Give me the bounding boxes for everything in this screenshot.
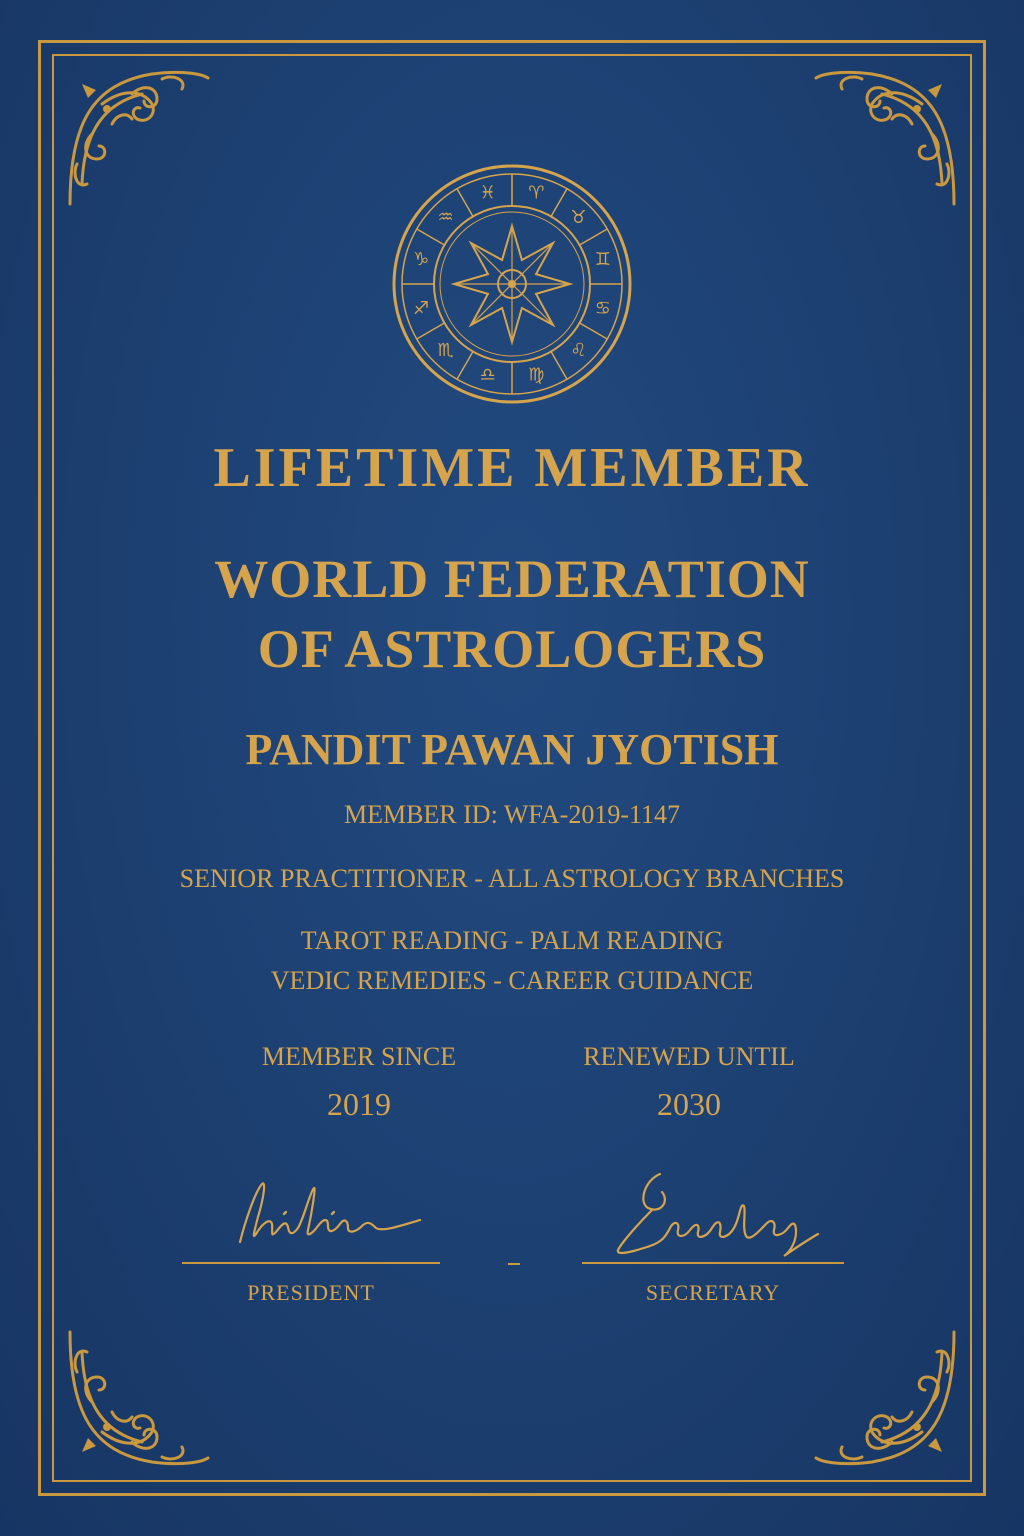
zodiac-divider	[551, 189, 567, 217]
corner-ornament-icon	[812, 1322, 962, 1472]
zodiac-glyph-icon: ♊	[594, 249, 611, 271]
member-since-value: 2019	[327, 1086, 391, 1122]
designation: SENIOR PRACTITIONER - ALL ASTROLOGY BRANCHES	[179, 864, 845, 893]
certificate-title: LIFETIME MEMBER	[213, 437, 811, 499]
secretary-title: SECRETARY	[645, 1280, 781, 1305]
secretary-signature	[590, 1162, 840, 1262]
president-signature	[200, 1162, 440, 1262]
zodiac-divider	[457, 352, 473, 380]
zodiac-glyph-icon: ♓	[479, 182, 496, 204]
zodiac-glyph-icon: ♑	[413, 249, 430, 271]
zodiac-divider	[417, 323, 445, 339]
specialties-line2: VEDIC REMEDIES - CAREER GUIDANCE	[270, 966, 754, 995]
zodiac-divider	[457, 189, 473, 217]
zodiac-divider	[551, 352, 567, 380]
specialties-line1: TAROT READING - PALM READING	[300, 926, 724, 955]
zodiac-divider	[417, 229, 445, 245]
member-since-block	[218, 1042, 500, 1123]
zodiac-glyph-icon: ♈	[528, 182, 545, 204]
renewed-until-block	[548, 1042, 830, 1123]
president-title: PRESIDENT	[247, 1280, 375, 1305]
president-signature-line	[182, 1262, 440, 1264]
zodiac-divider	[580, 229, 608, 245]
zodiac-glyph-icon: ♌	[570, 339, 587, 361]
zodiac-glyph-icon: ♎	[479, 364, 496, 386]
organization-name-line2: OF ASTROLOGERS	[257, 619, 767, 679]
zodiac-wheel-icon	[388, 160, 636, 408]
zodiac-glyph-icon: ♏	[437, 339, 454, 361]
secretary-signature-line	[582, 1262, 844, 1264]
zodiac-glyph-icon: ♍	[528, 364, 545, 386]
zodiac-glyph-icon: ♋	[594, 297, 611, 319]
corner-ornament-icon	[62, 64, 212, 214]
member-name: PANDIT PAWAN JYOTISH	[245, 725, 779, 774]
renewed-until-value: 2030	[657, 1086, 721, 1122]
organization-name-line1: WORLD FEDERATION	[214, 549, 810, 609]
member-since-label: MEMBER SINCE	[261, 1042, 457, 1071]
zodiac-glyph-icon: ♉	[570, 207, 587, 229]
zodiac-glyph-icon: ♐	[413, 297, 430, 319]
zodiac-glyph-icon: ♒	[437, 207, 454, 229]
corner-ornament-icon	[62, 1322, 212, 1472]
divider-dash	[508, 1263, 520, 1265]
renewed-until-label: RENEWED UNTIL	[583, 1042, 795, 1071]
zodiac-divider	[580, 323, 608, 339]
corner-ornament-icon	[812, 64, 962, 214]
member-id: MEMBER ID: WFA-2019-1147	[343, 800, 681, 829]
